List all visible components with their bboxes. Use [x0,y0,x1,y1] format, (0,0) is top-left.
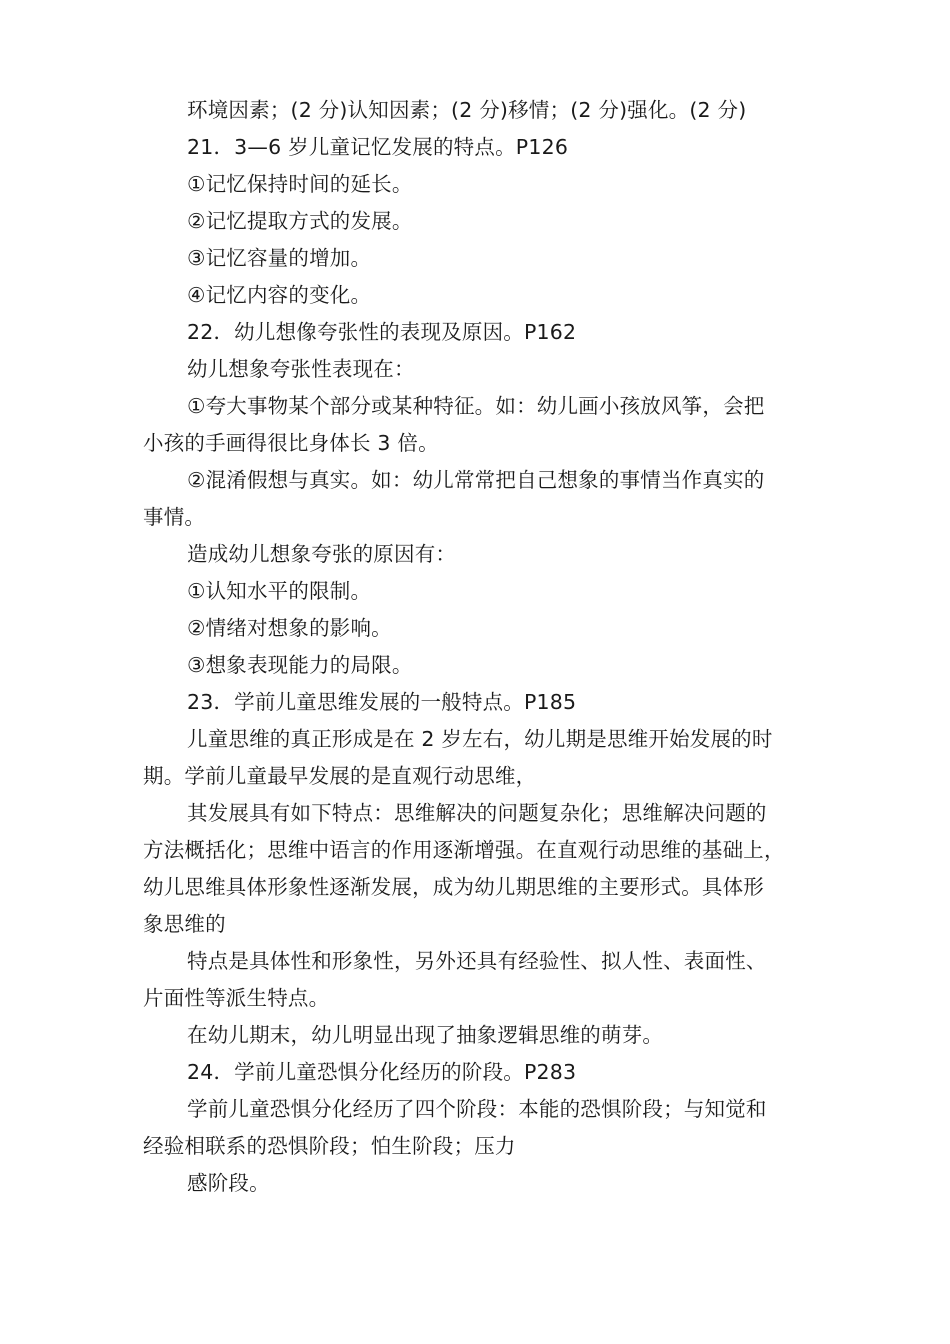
text-line: 造成幼儿想象夸张的原因有： [187,542,457,566]
text-line: 幼儿思维具体形象性逐渐发展，成为幼儿期思维的主要形式。具体形 [143,875,764,899]
list-item: ①记忆保持时间的延长。 [187,172,413,196]
list-item: ③想象表现能力的局限。 [187,653,413,677]
text-line: 象思维的 [143,912,226,936]
text-line: 特点是具体性和形象性，另外还具有经验性、拟人性、表面性、 [187,949,767,973]
question-heading: 21．3—6 岁儿童记忆发展的特点。P126 [187,135,569,159]
question-heading: 23．学前儿童思维发展的一般特点。P185 [187,690,577,714]
text-line: 事情。 [143,505,206,529]
text-line: 感阶段。 [187,1171,270,1195]
list-item: ③记忆容量的增加。 [187,246,372,270]
text-line: 期。学前儿童最早发展的是直观行动思维， [143,764,537,788]
list-item: ①认知水平的限制。 [187,579,372,603]
list-item: ②混淆假想与真实。如：幼儿常常把自己想象的事情当作真实的 [187,468,765,492]
text-line: 片面性等派生特点。 [143,986,330,1010]
question-heading: 24．学前儿童恐惧分化经历的阶段。P283 [187,1060,577,1084]
list-item: ②记忆提取方式的发展。 [187,209,413,233]
text-line: 幼儿想象夸张性表现在： [187,357,415,381]
text-line: 小孩的手画得很比身体长 3 倍。 [143,431,439,455]
text-line: 在幼儿期末，幼儿明显出现了抽象逻辑思维的萌芽。 [187,1023,664,1047]
question-heading: 22．幼儿想像夸张性的表现及原因。P162 [187,320,577,344]
text-line: 经验相联系的恐惧阶段；怕生阶段；压力 [143,1134,516,1158]
list-item: ②情绪对想象的影响。 [187,616,392,640]
list-item: ①夸大事物某个部分或某种特征。如：幼儿画小孩放风筝，会把 [187,394,765,418]
list-item: ④记忆内容的变化。 [187,283,372,307]
text-line: 学前儿童恐惧分化经历了四个阶段：本能的恐惧阶段；与知觉和 [187,1097,767,1121]
text-line: 方法概括化；思维中语言的作用逐渐增强。在直观行动思维的基础上， [143,838,785,862]
text-line: 儿童思维的真正形成是在 2 岁左右，幼儿期是思维开始发展的时 [187,727,773,751]
text-line: 其发展具有如下特点：思维解决的问题复杂化；思维解决问题的 [187,801,767,825]
text-line: 环境因素；(2 分)认知因素；(2 分)移情；(2 分)强化。(2 分) [187,98,747,122]
